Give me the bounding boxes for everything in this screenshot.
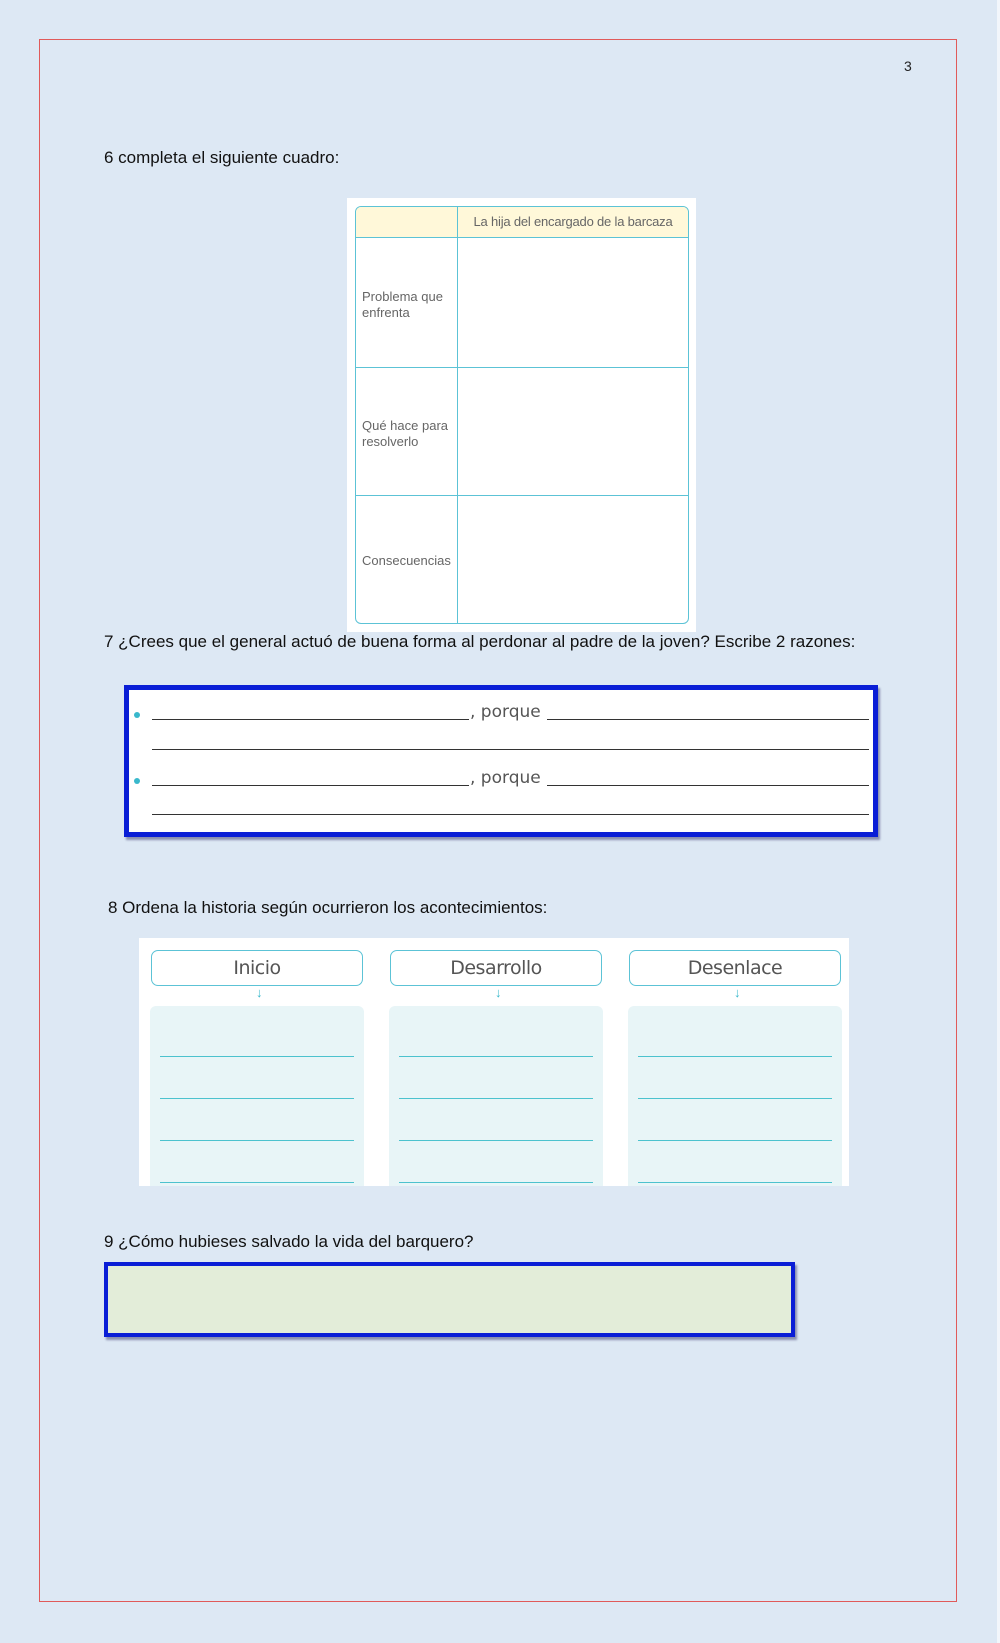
organizer-header-start: Inicio xyxy=(151,950,363,986)
question-9-prompt: 9 ¿Cómo hubieses salvado la vida del barquero? xyxy=(104,1232,474,1251)
answer-box[interactable] xyxy=(104,1262,795,1337)
write-line[interactable] xyxy=(399,1182,593,1183)
reason-1-line[interactable] xyxy=(152,719,469,720)
reason-2-connector: , porque xyxy=(470,768,541,788)
reason-1-continuation-line[interactable] xyxy=(152,749,869,750)
table-row-label-action: Qué hace para resolverlo xyxy=(362,418,449,449)
table-row-label-problem: Problema que enfrenta xyxy=(362,289,443,320)
reason-2-line[interactable] xyxy=(152,785,469,786)
table-row-label-consequences: Consecuencias xyxy=(362,553,451,568)
table-column-divider xyxy=(457,207,458,623)
bullet-icon xyxy=(134,712,140,718)
arrow-down-icon: ↓ xyxy=(256,985,263,1000)
organizer-body-end[interactable] xyxy=(628,1006,842,1186)
arrow-down-icon: ↓ xyxy=(734,985,741,1000)
question-7-prompt: 7 ¿Crees que el general actuó de buena forma al perdonar al padre de la joven? Escribe 2 razones: xyxy=(104,632,856,651)
table-cell-action[interactable] xyxy=(460,370,684,493)
organizer-body-middle[interactable] xyxy=(389,1006,603,1186)
table-cell-problem[interactable] xyxy=(460,241,684,365)
bullet-icon xyxy=(134,778,140,784)
story-order-organizer xyxy=(139,938,849,1186)
write-line[interactable] xyxy=(399,1140,593,1141)
reasons-box xyxy=(124,685,878,837)
write-line[interactable] xyxy=(399,1056,593,1057)
organizer-column-middle xyxy=(378,938,592,1186)
write-line[interactable] xyxy=(160,1140,354,1141)
table-row-divider xyxy=(356,367,688,368)
organizer-body-start[interactable] xyxy=(150,1006,364,1186)
write-line[interactable] xyxy=(160,1098,354,1099)
arrow-down-icon: ↓ xyxy=(495,985,502,1000)
write-line[interactable] xyxy=(638,1182,832,1183)
table-column-header: La hija del encargado de la barcaza xyxy=(473,214,673,229)
write-line[interactable] xyxy=(399,1098,593,1099)
question-8-prompt: 8 Ordena la historia según ocurrieron los acontecimientos: xyxy=(108,898,548,917)
write-line[interactable] xyxy=(160,1056,354,1057)
question-6-prompt: 6 completa el siguiente cuadro: xyxy=(104,148,340,167)
organizer-header-middle: Desarrollo xyxy=(390,950,602,986)
reason-2-continuation-line[interactable] xyxy=(152,814,869,815)
reason-2-explanation-line[interactable] xyxy=(547,785,869,786)
reason-1-connector: , porque xyxy=(470,702,541,722)
write-line[interactable] xyxy=(160,1182,354,1183)
write-line[interactable] xyxy=(638,1056,832,1057)
page-number: 3 xyxy=(904,58,912,74)
write-line[interactable] xyxy=(638,1140,832,1141)
table-row-divider xyxy=(356,495,688,496)
character-table xyxy=(347,198,696,632)
write-line[interactable] xyxy=(638,1098,832,1099)
organizer-column-start xyxy=(139,938,353,1186)
organizer-header-end: Desenlace xyxy=(629,950,841,986)
reason-1-explanation-line[interactable] xyxy=(547,719,869,720)
character-table-frame xyxy=(355,206,689,624)
table-cell-consequences[interactable] xyxy=(460,498,684,621)
organizer-column-end xyxy=(617,938,831,1186)
